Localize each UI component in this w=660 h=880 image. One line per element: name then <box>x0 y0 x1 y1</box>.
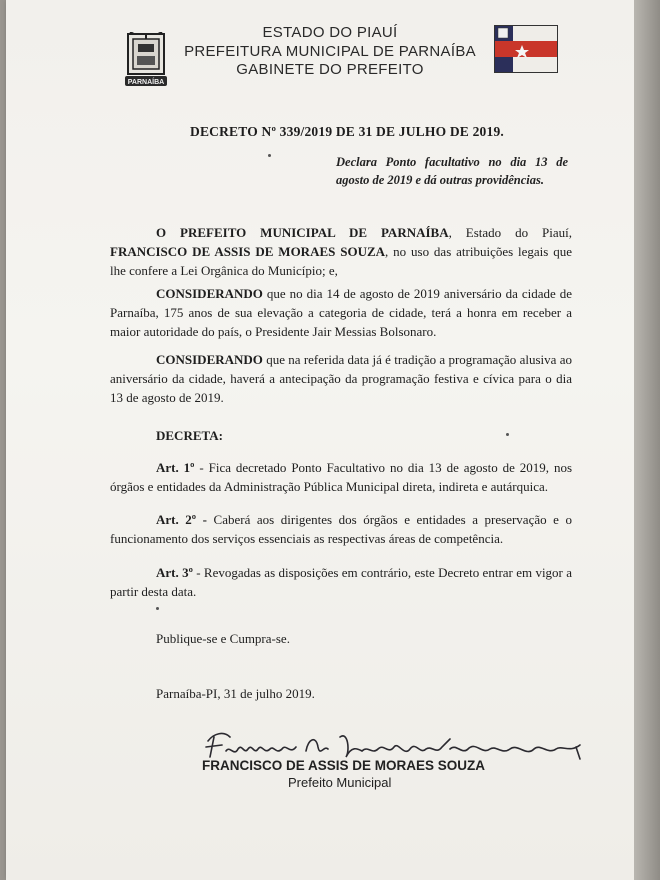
speck <box>268 154 271 157</box>
considerando-1 <box>110 284 572 341</box>
gabinete-heading: GABINETE DO PREFEITO <box>236 61 424 78</box>
place-date: Parnaíba-PI, 31 de julho 2019. <box>156 686 315 701</box>
mayor-name: FRANCISCO DE ASSIS DE MORAES SOUZA <box>110 244 386 259</box>
article-2-text: Caberá aos dirigentes dos órgãos e entidades a preservação e o funcionamento dos serviços essenciais as respectivas áreas de competência. <box>110 512 573 546</box>
intro-text: , Estado do Piauí, <box>448 225 572 240</box>
considerando-label: CONSIDERANDO <box>156 286 263 301</box>
speck <box>506 433 509 436</box>
intro-text-2: , no uso das atribuições legais que lhe confere a Lei Orgânica do Município; e, <box>110 244 572 278</box>
background-edge <box>634 0 660 880</box>
publique-line: Publique-se e Cumpra-se. <box>156 631 290 646</box>
signatory-role: Prefeito Municipal <box>288 775 392 790</box>
considerando-2-text: que na referida data já é tradição a programação alusiva ao aniversário da cidade, haverá a antecipação da programação festiva e cívica para o dia 13 de agosto de 2019. <box>110 352 572 405</box>
state-heading: ESTADO DO PIAUÍ <box>262 24 398 41</box>
article-3 <box>110 563 572 601</box>
signatory-name: FRANCISCO DE ASSIS DE MORAES SOUZA <box>202 758 486 773</box>
article-2 <box>110 510 572 548</box>
decree-title: DECRETO Nº 339/2019 DE 31 DE JULHO DE 2019. <box>190 124 504 139</box>
article-3-label: Art. 3º <box>156 565 193 580</box>
article-1-text: - Fica decretado Ponto Facultativo no dia 13 de agosto de 2019, nos órgãos e entidades da Administração Pública Municipal direta, indireta e autárquica. <box>110 460 573 494</box>
speck <box>156 607 159 610</box>
article-1 <box>110 458 572 496</box>
article-3-text: - Revogadas as disposições em contrário, este Decreto entrar em vigor a partir desta data. <box>110 565 573 599</box>
considerando-1-text: que no dia 14 de agosto de 2019 aniversário da cidade de Parnaíba, 175 anos de sua elevação a categoria de cidade, terá a honra em receber a maior autoridade do país, o Presidente Jair Messias Bolsonaro. <box>110 286 572 339</box>
article-1-label: Art. 1º <box>156 460 195 475</box>
considerando-label: CONSIDERANDO <box>156 352 263 367</box>
intro-paragraph <box>110 223 572 280</box>
prefeitura-heading: PREFEITURA MUNICIPAL DE PARNAÍBA <box>184 43 476 60</box>
decree-ementa: Declara Ponto facultativo no dia 13 de agosto de 2019 e dá outras providências. <box>336 155 568 187</box>
svg-text:PARNAÍBA: PARNAÍBA <box>127 79 165 86</box>
decreta-heading: DECRETA: <box>156 428 223 443</box>
article-2-label: Art. 2º - <box>156 512 207 527</box>
intro-authority: O PREFEITO MUNICIPAL DE PARNAÍBA <box>156 225 449 240</box>
considerando-2 <box>110 350 572 407</box>
